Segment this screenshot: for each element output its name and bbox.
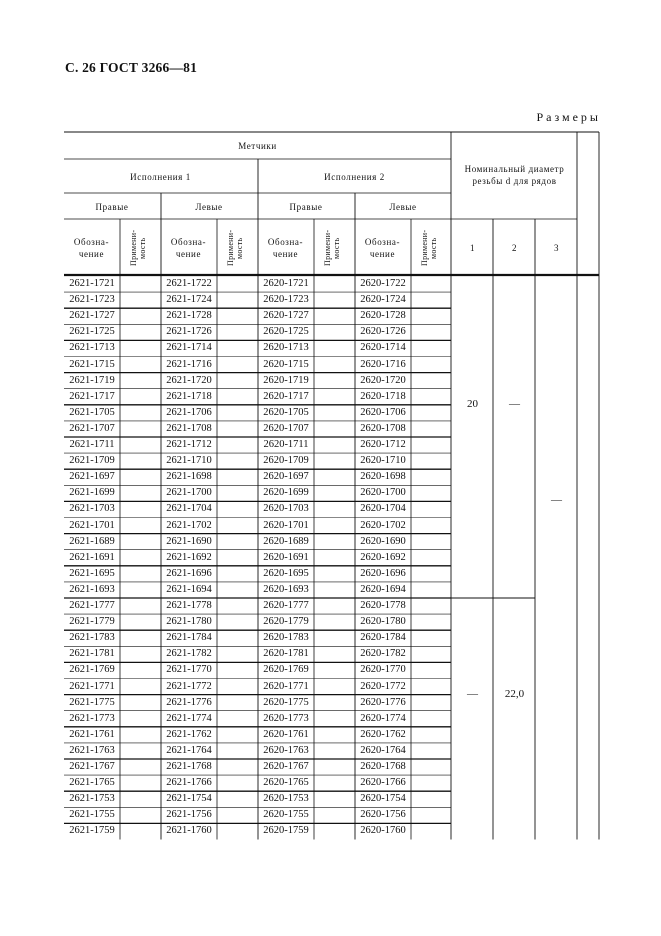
designation-cell: 2621-1779 (69, 616, 115, 628)
designation-cell: 2620-1715 (263, 358, 309, 370)
designation-cell: 2621-1719 (69, 374, 115, 386)
group2-row1-value: — (467, 688, 478, 700)
designation-cell: 2620-1698 (360, 471, 406, 483)
designation-cell: 2621-1755 (69, 809, 115, 821)
designation-cell: 2620-1706 (360, 406, 406, 418)
designation-cell: 2621-1754 (166, 793, 212, 805)
applicability-header-4: Примени- мость (420, 229, 438, 267)
designation-cell: 2620-1784 (360, 632, 406, 644)
designation-cell: 2620-1689 (263, 535, 309, 547)
version1-header: Исполнения 1 (130, 172, 191, 182)
designation-cell: 2621-1700 (166, 487, 212, 499)
designation-cell: 2621-1768 (166, 761, 212, 772)
designation-cell: 2620-1778 (360, 600, 406, 611)
designation-cell: 2621-1702 (166, 519, 212, 531)
taps-header: Метчики (238, 141, 277, 151)
page-header: С. 26 ГОСТ 3266—81 (65, 60, 198, 75)
designation-cell: 2621-1707 (69, 422, 115, 434)
v2-right-header: Правые (289, 202, 323, 212)
designation-cell: 2620-1724 (360, 294, 406, 306)
designation-cell: 2620-1768 (360, 761, 406, 772)
designation-cell: 2621-1691 (69, 551, 115, 563)
designation-cell: 2621-1698 (166, 471, 212, 483)
designation-cell: 2621-1714 (166, 342, 212, 354)
designation-cell: 2620-1756 (360, 809, 406, 821)
designation-cell: 2620-1694 (360, 583, 406, 595)
designation-cell: 2620-1769 (263, 664, 309, 676)
designation-cell: 2620-1753 (263, 793, 309, 805)
designation-cell: 2620-1772 (360, 680, 406, 692)
designation-cell: 2620-1762 (360, 728, 406, 740)
v1-left-header: Левые (195, 202, 223, 212)
designation-cell: 2620-1716 (360, 358, 406, 370)
designation-cell: 2620-1720 (360, 374, 406, 386)
designation-cell: 2621-1689 (69, 535, 115, 547)
designation-cell: 2621-1775 (69, 696, 115, 708)
designation-cell: 2620-1761 (263, 728, 309, 740)
applicability-header-3: Примени- мость (323, 229, 341, 267)
designation-cell: 2621-1721 (69, 278, 115, 289)
designation-cell: 2621-1769 (69, 664, 115, 676)
designation-cell: 2621-1766 (166, 777, 212, 789)
designation-cell: 2620-1718 (360, 390, 406, 402)
designation-cell: 2621-1782 (166, 648, 212, 660)
designation-cell: 2621-1772 (166, 680, 212, 692)
designation-cell: 2621-1720 (166, 374, 212, 386)
designation-cell: 2621-1762 (166, 728, 212, 740)
designation-cell: 2620-1719 (263, 374, 309, 386)
designation-cell: 2620-1712 (360, 439, 406, 450)
designation-cell: 2620-1699 (263, 487, 309, 499)
designation-cell: 2621-1764 (166, 744, 212, 756)
designation-cell: 2621-1781 (69, 648, 115, 660)
designation-cell: 2621-1717 (69, 390, 115, 402)
v1-right-header: Правые (95, 202, 129, 212)
group1-row1-value: 20 (467, 398, 478, 410)
designation-cell: 2621-1722 (166, 278, 212, 289)
designation-cell: 2620-1763 (263, 744, 309, 756)
designation-cell: 2621-1718 (166, 390, 212, 402)
v2-left-header: Левые (389, 202, 417, 212)
designation-cell: 2620-1771 (263, 680, 309, 692)
designation-cell: 2620-1775 (263, 696, 309, 708)
designation-cell: 2621-1773 (69, 712, 115, 724)
designation-cell: 2620-1760 (360, 825, 406, 837)
designation-cell: 2621-1756 (166, 809, 212, 821)
designation-cell: 2621-1784 (166, 632, 212, 644)
designation-cell: 2620-1711 (263, 439, 309, 450)
designation-cell: 2621-1776 (166, 696, 212, 708)
designation-cell: 2620-1703 (263, 503, 309, 515)
designation-cell: 2621-1725 (69, 326, 115, 338)
designation-cell: 2620-1759 (263, 825, 309, 837)
designation-cell: 2621-1759 (69, 825, 115, 837)
designation-cell: 2621-1705 (69, 406, 115, 418)
designation-cell: 2621-1728 (166, 310, 212, 322)
designation-cell: 2620-1693 (263, 583, 309, 595)
applicability-header-1: Примени- мость (129, 229, 147, 267)
designation-cell: 2621-1761 (69, 728, 115, 740)
designation-cell: 2620-1783 (263, 632, 309, 644)
designation-cell: 2620-1702 (360, 519, 406, 531)
designation-cell: 2620-1690 (360, 535, 406, 547)
designation-cell: 2620-1767 (263, 761, 309, 772)
designation-cell: 2620-1717 (263, 390, 309, 402)
designation-cell: 2620-1781 (263, 648, 309, 660)
designation-cell: 2620-1755 (263, 809, 309, 821)
designation-cell: 2621-1727 (69, 310, 115, 322)
designation-cell: 2621-1701 (69, 519, 115, 531)
designation-cell: 2621-1767 (69, 761, 115, 772)
designation-cell: 2621-1690 (166, 535, 212, 547)
designation-cell: 2620-1700 (360, 487, 406, 499)
row3-header: 3 (553, 243, 560, 253)
designation-cell: 2621-1774 (166, 712, 212, 724)
designation-cell: 2621-1710 (166, 455, 212, 467)
designation-cell: 2620-1723 (263, 294, 309, 306)
designation-cell: 2621-1696 (166, 567, 212, 579)
designation-cell: 2620-1695 (263, 567, 309, 579)
row3-value: — (551, 494, 562, 506)
designation-cell: 2621-1704 (166, 503, 212, 515)
group2-row2-value: 22,0 (504, 688, 525, 700)
row1-header: 1 (469, 243, 476, 253)
designation-cell: 2621-1770 (166, 664, 212, 676)
designation-cell: 2621-1706 (166, 406, 212, 418)
designation-cell: 2621-1693 (69, 583, 115, 595)
designation-cell: 2620-1708 (360, 422, 406, 434)
designation-cell: 2621-1783 (69, 632, 115, 644)
group1-row2-value: — (509, 398, 520, 410)
designation-cell: 2620-1725 (263, 326, 309, 338)
designation-cell: 2621-1760 (166, 825, 212, 837)
designation-cell: 2620-1692 (360, 551, 406, 563)
designation-cell: 2620-1713 (263, 342, 309, 354)
designation-cell: 2620-1710 (360, 455, 406, 467)
designation-cell: 2620-1728 (360, 310, 406, 322)
designation-header-4: Обозна- чение (364, 237, 401, 259)
designation-cell: 2621-1763 (69, 744, 115, 756)
designation-header-2: Обозна- чение (170, 237, 207, 259)
designation-cell: 2621-1778 (166, 600, 212, 611)
designation-cell: 2620-1704 (360, 503, 406, 515)
designation-cell: 2620-1709 (263, 455, 309, 467)
designation-cell: 2620-1714 (360, 342, 406, 354)
designation-cell: 2620-1691 (263, 551, 309, 563)
designation-cell: 2620-1770 (360, 664, 406, 676)
designation-cell: 2621-1708 (166, 422, 212, 434)
designation-header-1: Обозна- чение (73, 237, 110, 259)
designation-cell: 2621-1699 (69, 487, 115, 499)
designation-cell: 2620-1705 (263, 406, 309, 418)
designation-cell: 2621-1753 (69, 793, 115, 805)
designation-cell: 2620-1696 (360, 567, 406, 579)
designation-cell: 2620-1766 (360, 777, 406, 789)
designation-cell: 2620-1765 (263, 777, 309, 789)
designation-cell: 2621-1709 (69, 455, 115, 467)
designation-cell: 2620-1707 (263, 422, 309, 434)
designation-cell: 2621-1715 (69, 358, 115, 370)
designation-cell: 2621-1703 (69, 503, 115, 515)
version2-header: Исполнения 2 (324, 172, 385, 182)
designation-cell: 2620-1727 (263, 310, 309, 322)
designation-cell: 2620-1777 (263, 600, 309, 611)
designation-cell: 2620-1782 (360, 648, 406, 660)
designation-cell: 2621-1712 (166, 439, 212, 450)
designation-cell: 2620-1776 (360, 696, 406, 708)
row2-header: 2 (511, 243, 518, 253)
designation-cell: 2620-1764 (360, 744, 406, 756)
designation-cell: 2620-1774 (360, 712, 406, 724)
designation-cell: 2621-1713 (69, 342, 115, 354)
designation-cell: 2621-1724 (166, 294, 212, 306)
designation-cell: 2620-1697 (263, 471, 309, 483)
designation-cell: 2620-1773 (263, 712, 309, 724)
designation-cell: 2621-1780 (166, 616, 212, 628)
designation-cell: 2621-1694 (166, 583, 212, 595)
designation-header-3: Обозна- чение (267, 237, 304, 259)
designation-cell: 2621-1771 (69, 680, 115, 692)
designation-cell: 2620-1726 (360, 326, 406, 338)
designation-cell: 2620-1701 (263, 519, 309, 531)
designation-cell: 2620-1780 (360, 616, 406, 628)
designation-cell: 2621-1765 (69, 777, 115, 789)
designation-cell: 2620-1722 (360, 278, 406, 289)
sizes-label: Размеры (536, 110, 601, 124)
designation-cell: 2621-1726 (166, 326, 212, 338)
designation-cell: 2620-1721 (263, 278, 309, 289)
applicability-header-2: Примени- мость (226, 229, 244, 267)
designation-cell: 2621-1692 (166, 551, 212, 563)
designation-cell: 2620-1779 (263, 616, 309, 628)
designation-cell: 2620-1754 (360, 793, 406, 805)
designation-cell: 2621-1695 (69, 567, 115, 579)
designation-cell: 2621-1723 (69, 294, 115, 306)
designation-cell: 2621-1777 (69, 600, 115, 611)
designation-cell: 2621-1716 (166, 358, 212, 370)
designation-cell: 2621-1711 (69, 439, 115, 450)
designation-cell: 2621-1697 (69, 471, 115, 483)
nominal-diameter-header: Номинальный диаметр резьбы d для рядов (464, 164, 565, 186)
